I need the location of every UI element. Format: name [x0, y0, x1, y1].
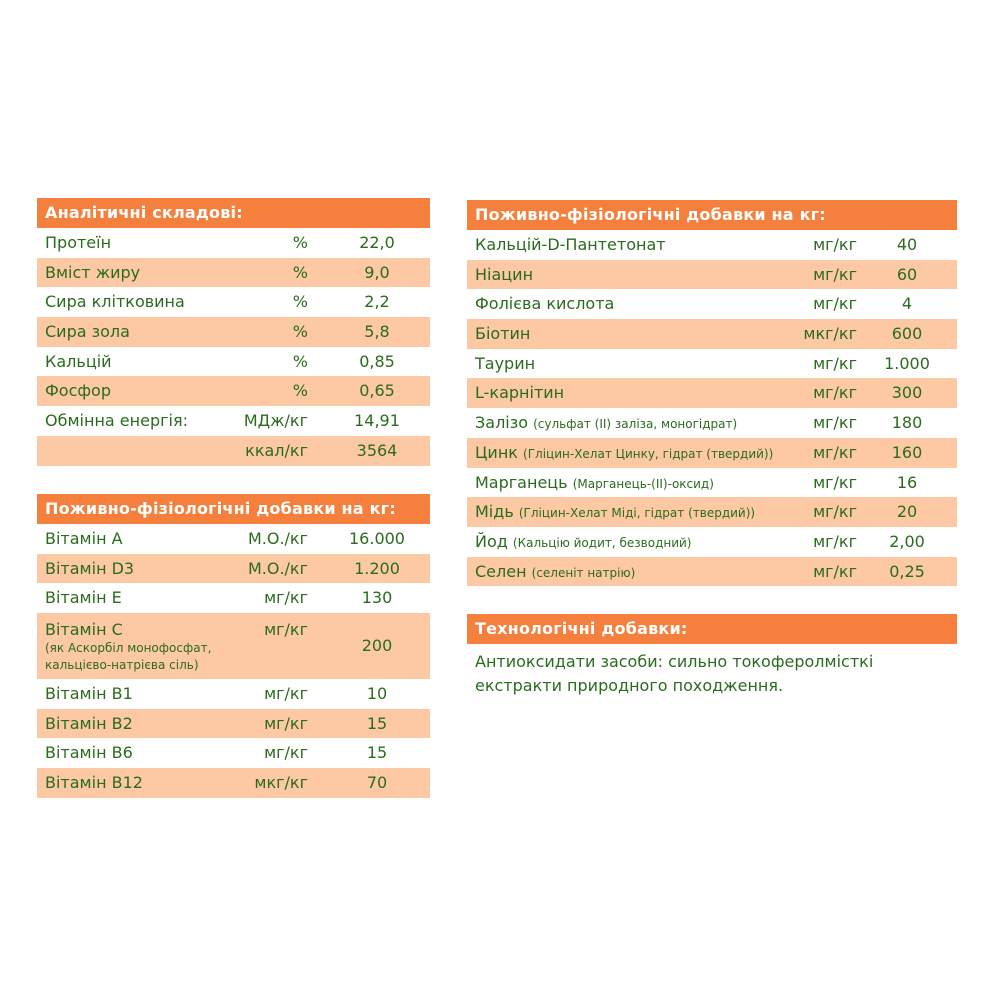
table-row — [467, 319, 957, 349]
analytical-table — [37, 198, 430, 466]
row-unit: мг/кг — [813, 294, 857, 314]
table-row — [37, 228, 430, 258]
row-value: 300 — [891, 383, 923, 403]
row-value: 1.000 — [884, 353, 930, 373]
row-label: Марганець — [475, 472, 568, 492]
row-value: 70 — [366, 773, 388, 793]
table-row — [37, 406, 430, 436]
table-row — [37, 583, 430, 613]
row-name — [45, 347, 112, 377]
row-unit: ккал/кг — [245, 440, 308, 460]
row-label: Сира зола — [45, 322, 130, 342]
row-label: Вітамін В12 — [45, 773, 143, 793]
row-unit: мг/кг — [813, 561, 857, 581]
row-name — [45, 768, 143, 798]
table-row — [37, 347, 430, 377]
row-label: Таурин — [475, 353, 536, 373]
row-value: 0,25 — [889, 561, 925, 581]
row-name — [475, 230, 666, 260]
row-value: 16 — [896, 472, 918, 492]
table-row — [467, 289, 957, 319]
row-label: Вітамін С — [45, 620, 123, 640]
row-name — [45, 258, 140, 288]
row-unit: % — [292, 381, 308, 401]
row-label: Фосфор — [45, 381, 111, 401]
row-label: Вітамін В2 — [45, 713, 133, 733]
row-unit: мг/кг — [813, 264, 857, 284]
table-row — [467, 527, 957, 557]
row-value: 60 — [896, 264, 918, 284]
row-label: Кальцій — [45, 351, 112, 371]
row-name — [45, 524, 123, 554]
row-name — [475, 468, 714, 500]
table-row — [37, 317, 430, 347]
row-unit: % — [292, 292, 308, 312]
row-value: 16.000 — [349, 529, 405, 548]
technological-header: Технологічні добавки: — [467, 614, 957, 644]
row-unit: мг/кг — [813, 442, 857, 462]
table-row — [37, 258, 430, 288]
row-value: 160 — [891, 442, 923, 462]
table-row — [37, 679, 430, 709]
row-label: Вітамін А — [45, 529, 123, 548]
row-label: Вітамін В1 — [45, 684, 133, 704]
row-name — [475, 438, 773, 470]
row-unit: мг/кг — [813, 383, 857, 403]
table-row — [467, 557, 957, 587]
row-name — [475, 527, 692, 559]
row-unit: мкг/кг — [254, 773, 308, 793]
row-name — [475, 378, 564, 408]
row-label: Цинк — [475, 442, 518, 462]
row-unit: мг/кг — [813, 353, 857, 373]
row-unit: М.О./кг — [247, 529, 308, 548]
row-value: 5,8 — [364, 322, 390, 342]
row-unit: мг/кг — [813, 235, 857, 254]
table-row — [37, 709, 430, 739]
technological-text: Антиоксидати засоби: сильно токоферолмісткі екстракти природного походження. — [475, 652, 874, 695]
row-label: Залізо — [475, 413, 529, 433]
row-unit: мг/кг — [264, 588, 308, 608]
table-row — [467, 468, 957, 498]
table-row — [37, 524, 430, 554]
table-row — [467, 349, 957, 379]
row-value: 2,2 — [364, 292, 390, 312]
row-name — [45, 679, 133, 709]
table-row — [37, 436, 430, 466]
row-note: (селеніт натрію) — [531, 565, 636, 580]
row-name — [45, 406, 188, 436]
technological-section — [467, 614, 957, 698]
row-value: 22,0 — [359, 233, 395, 252]
table-row — [37, 287, 430, 317]
row-label: Протеїн — [45, 233, 112, 252]
table-row — [37, 738, 430, 768]
row-value: 1.200 — [354, 558, 400, 578]
row-name — [475, 497, 755, 529]
row-label: Вітамін Е — [45, 588, 122, 608]
table-row — [467, 230, 957, 260]
row-label: Вітамін D3 — [45, 558, 135, 578]
row-label: Селен — [475, 561, 527, 581]
row-name — [475, 289, 614, 319]
vitamins-header: Поживно-фізіологічні добавки на кг: — [37, 494, 430, 524]
row-label: Кальцій-D-Пантетонат — [475, 235, 666, 254]
row-name — [45, 287, 185, 317]
table-row — [37, 554, 430, 584]
row-unit: мкг/кг — [803, 324, 857, 344]
row-label: Йод — [475, 531, 508, 551]
row-unit: мг/кг — [813, 413, 857, 433]
row-unit: мг/кг — [264, 713, 308, 733]
row-unit: % — [292, 262, 308, 282]
table-row — [467, 408, 957, 438]
row-name — [45, 376, 111, 406]
row-name — [475, 260, 533, 290]
table-row — [467, 438, 957, 468]
row-name — [45, 554, 134, 584]
table-row — [467, 497, 957, 527]
row-note: (Гліцин-Хелат Цинку, гідрат (твердий)) — [523, 446, 774, 461]
row-name — [45, 228, 111, 258]
row-value: 15 — [366, 743, 388, 763]
row-unit: МДж/кг — [243, 411, 308, 431]
row-note: (сульфат (II) заліза, моногідрат) — [533, 417, 738, 432]
row-value: 2,00 — [889, 531, 925, 551]
row-value: 40 — [896, 235, 918, 254]
additives-table — [467, 200, 957, 586]
row-name — [475, 319, 530, 349]
row-name — [475, 408, 737, 440]
row-unit: мг/кг — [264, 620, 308, 640]
row-label: Ніацин — [475, 264, 534, 284]
row-name — [475, 557, 635, 589]
table-row — [37, 613, 430, 679]
table-row — [467, 378, 957, 408]
row-value: 10 — [366, 684, 388, 704]
row-value: 3564 — [356, 440, 398, 460]
row-unit: мг/кг — [813, 472, 857, 492]
row-value: 14,91 — [354, 411, 400, 431]
row-unit: % — [292, 322, 308, 342]
table-row — [467, 260, 957, 290]
vitamins-table — [37, 494, 430, 798]
row-note: (Марганець-(II)-оксид) — [572, 476, 714, 491]
row-name — [45, 317, 130, 347]
row-label: Фолієва кислота — [475, 294, 615, 314]
row-label: Сира клітковина — [45, 292, 185, 312]
row-label: Біотин — [475, 324, 531, 344]
row-note: (як Аскорбіл монофосфат, кальцієво-натрієва сіль) — [45, 641, 212, 673]
row-note: (Кальцію йодит, безводний) — [512, 535, 692, 550]
row-value: 20 — [896, 502, 918, 522]
row-label: Обмінна енергія: — [45, 411, 188, 431]
row-label: Вітамін В6 — [45, 743, 133, 763]
analytical-header: Аналітичні складові: — [37, 198, 430, 228]
row-value: 0,85 — [359, 351, 395, 371]
additives-header: Поживно-фізіологічні добавки на кг: — [467, 200, 957, 230]
row-name — [45, 738, 133, 768]
row-value: 0,65 — [359, 381, 395, 401]
row-name — [45, 583, 122, 613]
row-value: 600 — [891, 324, 923, 344]
row-value: 4 — [901, 294, 913, 314]
row-value: 9,0 — [364, 262, 390, 282]
row-label: Вміст жиру — [45, 262, 141, 282]
row-label: L-карнітин — [475, 383, 565, 403]
row-unit: мг/кг — [813, 502, 857, 522]
row-name — [45, 620, 265, 674]
row-unit: М.О./кг — [247, 558, 308, 578]
row-name — [45, 709, 133, 739]
row-unit: мг/кг — [264, 743, 308, 763]
table-row — [37, 768, 430, 798]
row-unit: % — [292, 233, 308, 252]
row-value: 200 — [361, 636, 393, 656]
row-value: 180 — [891, 413, 923, 433]
row-note: (Гліцин-Хелат Міді, гідрат (твердий)) — [518, 506, 756, 521]
row-value: 130 — [361, 588, 393, 608]
row-name — [475, 349, 535, 379]
row-unit: мг/кг — [813, 531, 857, 551]
row-unit: % — [292, 351, 308, 371]
row-unit: мг/кг — [264, 684, 308, 704]
row-value: 15 — [366, 713, 388, 733]
table-row — [37, 376, 430, 406]
row-label: Мідь — [475, 502, 514, 522]
